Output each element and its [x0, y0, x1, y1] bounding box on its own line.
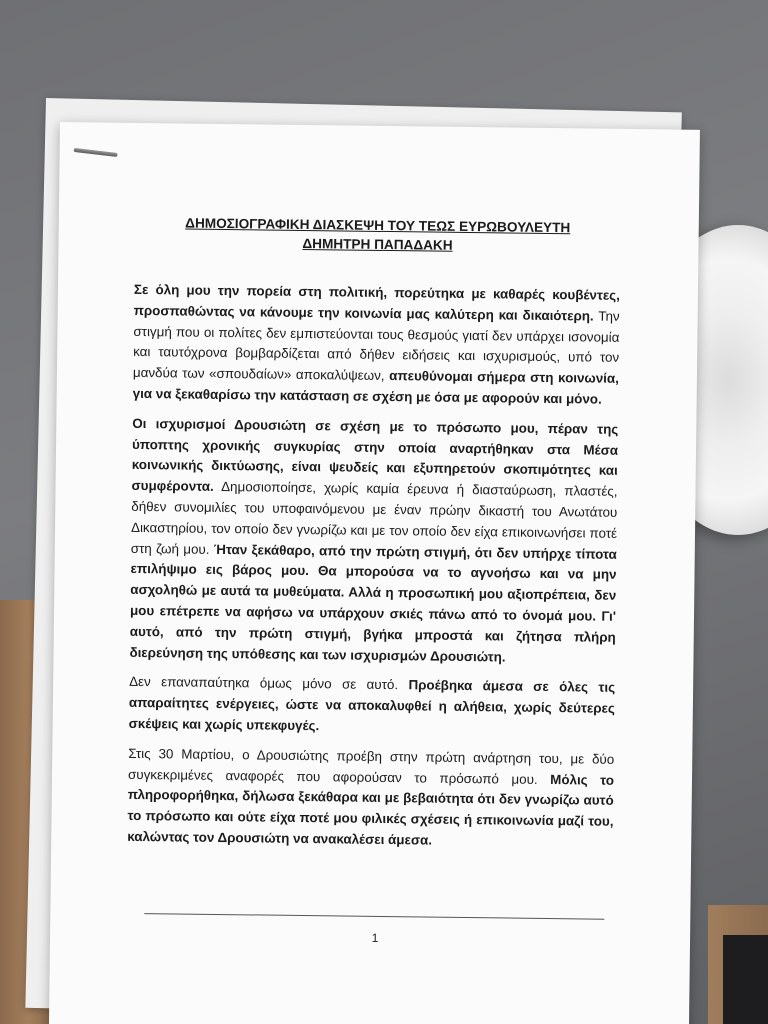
- text-run: απευθύνομαι σήμερα στη κοινωνία, για να ξεκαθαρίσω την κατάσταση σε σχέση με όσα με αφορούν και μόνο.: [132, 368, 619, 407]
- paragraph-4: [127, 744, 614, 854]
- text-run: Σε όλη μου την πορεία στη πολιτική, πορεύτηκα με καθαρές κουβέντες, προσπαθώντας να κάνουμε την κοινωνία μας καλύτερη και δικαιότερη.: [133, 281, 621, 324]
- text-run: Προέβηκα άμεσα σε όλες τις απαραίτητες ενέργειες, ώστε να αποκαλυφθεί η αλήθεια, χωρίς δεύτερες σκέψεις και χωρίς υπεκφυγές.: [128, 677, 616, 734]
- paragraph-1: [133, 280, 620, 411]
- title-line-1: ΔΗΜΟΣΙΟΓΡΑΦΙΚΗ ΔΙΑΣΚΕΨΗ ΤΟΥ ΤΕΩΣ ΕΥΡΩΒΟΥΛΕΥΤΗ: [185, 215, 571, 236]
- document-body: [127, 213, 621, 863]
- document-page: [49, 122, 700, 1024]
- page-number: 1: [371, 930, 379, 945]
- text-run: Δεν επαναπαύτηκα όμως μόνο σε αυτό.: [129, 674, 409, 693]
- text-run: Μόλις το πληροφορήθηκα, δήλωσα ξεκάθαρα και με βεβαιότητα ότι δεν γνωρίζω αυτό το πρόσωπο και ούτε είχα ποτέ μου φιλικές σχέσεις ή επικοινωνία μαζί του, καλώντας τον Δρουσιώτη να ανακαλέσει άμεσα.: [127, 771, 615, 848]
- document-title: [134, 213, 620, 257]
- paragraph-2: [129, 414, 618, 669]
- footer-divider: [144, 913, 604, 920]
- title-line-2: ΔΗΜΗΤΡΗ ΠΑΠΑΔΑΚΗ: [302, 235, 453, 253]
- dark-object: [723, 935, 768, 1024]
- text-run: Ήταν ξεκάθαρο, από την πρώτη στιγμή, ότι δεν υπήρχε τίποτα επιλήψιμο εις βάρος μου. Θα μπορούσα να το αγνοήσω και να μην ασχοληθώ με αυτά τα μυθεύματα. Αλλά η προσωπική μου αξιοπρέπεια, δεν μου επέτρεπε να αφήσω να υπάρχουν σκιές πάνω από το όνομά μου. Γι' αυτό, από την πρώτη στιγμή, βγήκα μπροστά και ζήτησα πλήρη διερεύνηση της υπόθεσης και των ισχυρισμών Δρουσιώτη.: [129, 541, 617, 665]
- staple: [74, 148, 118, 157]
- paragraph-3: [129, 672, 616, 740]
- text-run: Την στιγμή που οι πολίτες δεν εμπιστεύονται τους θεσμούς γιατί δεν υπάρχει ισονομία και ταυτόχρονα βομβαρδίζεται από δήθεν ειδήσεις και ισχυρισμούς, υπό τον μανδύα των «σπουδαίων» αποκαλύψεων,: [132, 308, 620, 384]
- text-run: Οι ισχυρισμοί Δρουσιώτη σε σχέση με το πρόσωπο μου, πέραν της ύποπτης χρονικής συγκυρίας στην οποία αναρτήθηκαν στα Μέσα κοινωνικής δικτύωσης, είναι ψευδείς και εξυπηρετούν σκοπιμότητες και συμφέροντα.: [131, 415, 619, 495]
- text-run: Στις 30 Μαρτίου, ο Δρουσιώτης προέβη στην πρώτη ανάρτηση του, με δύο συγκεκριμένες αναφορές που αφορούσαν το πρόσωπό μου.: [127, 745, 615, 787]
- text-run: Δημοσιοποίησε, χωρίς καμία έρευνα ή διασταύρωση, πλαστές, δήθεν συνομιλίες του υποφαινόμενου με έναν πρώην δικαστή του Ανωτάτου Δικαστηρίου, τον οποίο δεν γνωρίζω και με τον οποίο δεν είχα επικοινωνήσει ποτέ στη ζωή μου.: [130, 479, 618, 557]
